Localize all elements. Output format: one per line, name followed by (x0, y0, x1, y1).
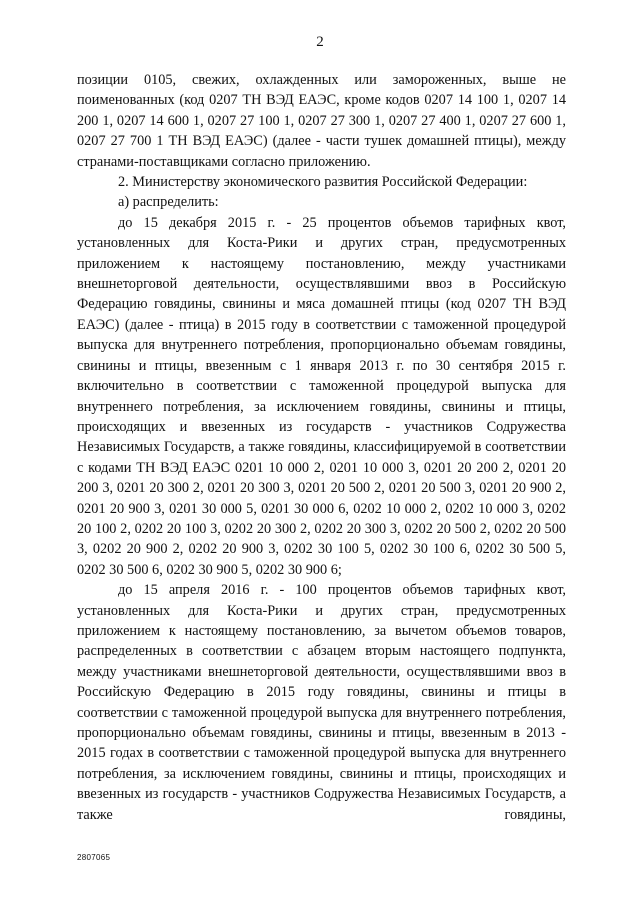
paragraph-deadline-april: до 15 апреля 2016 г. - 100 процентов объемов тарифных квот, установленных для Коста-Рики и других стран, предусмотренных приложением к настоящему постановлению, за вычетом объемов товаров, распределенных в соответствии с абзацем вторым настоящего подпункта, между участниками внешнеторговой деятельности, осуществлявшими ввоз в Российскую Федерацию в 2015 году говядины, свинины и птицы в соответствии с таможенной процедурой выпуска для внутреннего потребления, пропорционально объемам говядины, свинины и птицы, ввезенным в 2013 - 2015 годах в соответствии с таможенной процедурой выпуска для внутреннего потребления, за исключением говядины, свинины и птицы, происходящих и ввезенных из государств - участников Содружества Независимых Государств, а также говядины, (77, 582, 566, 823)
page-number: 2 (316, 34, 324, 50)
paragraph-item-2: 2. Министерству экономического развития Российской Федерации: (118, 174, 528, 191)
document-code: 2807065 (77, 853, 111, 862)
paragraph-subitem-a: а) распределить: (118, 194, 219, 211)
paragraph-continuation: позиции 0105, свежих, охлажденных или замороженных, выше не поименованных (код 0207 ТН ВЭД ЕАЭС, кроме кодов 0207 14 100 1, 0207 14 200 1, 0207 14 600 1, 0207 27 100 1, 0207 27 300 1, 0207 27 400 1, 0207 27 600 1, 0207 27 700 1 ТН ВЭД ЕАЭС) (далее - части тушек домашней птицы), между странами-поставщиками согласно приложению. (77, 72, 566, 170)
paragraph-deadline-december: до 15 декабря 2015 г. - 25 процентов объемов тарифных квот, установленных для Коста-Рики и других стран, предусмотренных приложением к настоящему постановлению, между участниками внешнеторговой деятельности, осуществлявшими ввоз в Российскую Федерацию говядины, свинины и мяса домашней птицы (код 0207 ТН ВЭД ЕАЭС) (далее - птица) в 2015 году в соответствии с таможенной процедурой выпуска для внутреннего потребления, пропорционально объемам говядины, свинины и птицы, ввезенным с 1 января 2013 г. по 30 сентября 2015 г. включительно в соответствии с таможенной процедурой выпуска для внутреннего потребления, за исключением говядины, свинины и птицы, происходящих и ввезенных из государств - участников Содружества Независимых Государств, а также говядины, классифицируемой в соответствии с кодами ТН ВЭД ЕАЭС 0201 10 000 2, 0201 10 000 3, 0201 20 200 2, 0201 20 200 3, 0201 20 300 2, 0201 20 300 3, 0201 20 500 2, 0201 20 500 3, 0201 20 900 2, 0201 20 900 3, 0201 30 000 5, 0201 30 000 6, 0202 10 000 2, 0202 10 000 3, 0202 20 100 2, 0202 20 100 3, 0202 20 300 2, 0202 20 300 3, 0202 20 500 2, 0202 20 500 3, 0202 20 900 2, 0202 20 900 3, 0202 30 100 5, 0202 30 100 6, 0202 30 500 5, 0202 30 500 6, 0202 30 900 5, 0202 30 900 6; (77, 214, 566, 578)
document-body (77, 70, 566, 825)
